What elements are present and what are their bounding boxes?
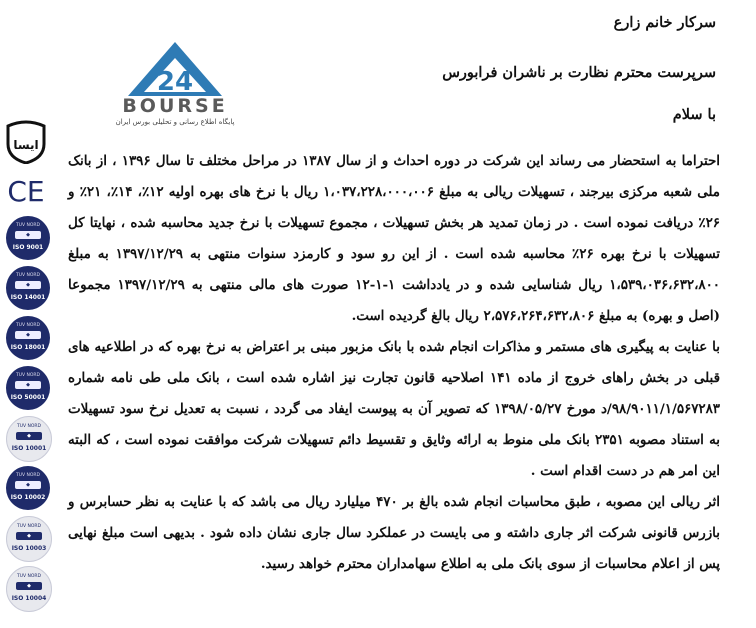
iso-10002-badge: TUV NORD ◆ ISO 10002 <box>6 466 50 510</box>
iso-10004-badge: TUV NORD ◆ ISO 10004 <box>6 566 52 612</box>
iso-10003-badge: TUV NORD ◆ ISO 10003 <box>6 516 52 562</box>
iso-9001-badge: TUV NORD ◆ ISO 9001 <box>6 216 50 260</box>
isiri-standard-mark <box>4 120 48 168</box>
logo-triangle-icon <box>100 40 250 100</box>
certification-column <box>4 118 52 628</box>
recipient-title: سرپرست محترم نظارت بر ناشران فرابورس <box>442 64 716 81</box>
paragraph-bank-negotiation: با عنایت به پیگیری های مستمر و مذاکرات انجام شده با بانک مزبور مبنی بر اعتراض به نرخ بهره که در اطلاعیه های قبلی در بخش راهای خروج از ماده ۱۴۱ اصلاحیه قانون تجارت نیز اشاره شده است ، بانک ملی طی نامه شماره ۹۸/۹۰۱۱/۱/۵۶۷۲۸۳/د مورخ ۱۳۹۸/۰۵/۲۷ که تصویر آن به پیوست ایفاد می گردد ، نسبت به تعدیل نرخ سود تسهیلات به استناد مصوبه ۲۳۵۱ بانک ملی منوط به ارائه وثایق و تقسیط دائم تسهیلات شرکت موافقت نموده است ، که البته این امر هم در دست اقدام است . <box>68 339 720 479</box>
ce-text: CE <box>7 175 45 208</box>
ce-mark <box>4 172 48 212</box>
ce-icon <box>4 172 48 208</box>
letter-body <box>68 146 720 580</box>
logo-number: 24 <box>156 67 194 97</box>
paragraph-loan-history: احتراما به استحضار می رساند این شرکت در دوره احداث و از سال ۱۳۸۷ در مراحل مختلف تا سال ۱۳۹۶ ، از بانک ملی شعبه مرکزی بیرجند ، تسهیلات ریالی به مبلغ ۱،۰۳۷،۲۲۸،۰۰۰،۰۰۶ ریال با نرخ های بهره اولیه ۱۲٪، ۱۴٪، ۲۱٪ و ۲۶٪ دریافت نموده است . در زمان تمدید هر بخش تسهیلات ، مجموع تسهیلات با نرخ جدید محاسبه شده ، نهایتا کل تسهیلات با نرخ بهره ۲۶٪ محاسبه شده است . از این رو سود و کارمزد سنوات منتهی به ۱۳۹۷/۱۲/۲۹ به مبلغ ۱،۵۳۹،۰۳۶،۶۳۲،۸۰۰ ریال شناسایی شده و در یادداشت ۱-۱-۱۲ صورت های مالی منتهی به ۱۳۹۷/۱۲/۲۹ مجموعا (اصل و بهره) به مبلغ ۲،۵۷۶،۲۶۴،۶۳۲،۸۰۶ ریال بالغ گردیده است. <box>68 153 721 324</box>
logo-word: BOURSE <box>122 95 228 117</box>
recipient-name: سرکار خانم زارع <box>613 14 716 31</box>
iso-10001-badge: TUV NORD ◆ ISO 10001 <box>6 416 52 462</box>
iso-18001-badge: TUV NORD ◆ ISO 18001 <box>6 316 50 360</box>
greeting: با سلام <box>672 106 716 123</box>
iso-50001-badge: TUV NORD ◆ ISO 50001 <box>6 366 50 410</box>
standard-mark-text: ایسا <box>13 138 39 152</box>
paragraph-financial-effect: اثر ریالی این مصوبه ، طبق محاسبات انجام شده بالغ بر ۴۷۰ میلیارد ریال می باشد که با عنایت به نظر حسابرس و بازرس قانونی شرکت اثر جاری داشته و می بایست در عملکرد سال جاری نشان داده شود . بدیهی است مبلغ نهایی پس از اعلام محاسبات از سوی بانک ملی به اطلاع سهامداران محترم خواهد رسید. <box>68 494 721 572</box>
standard-shield-icon <box>4 120 48 164</box>
bourse24-logo <box>100 40 250 132</box>
iso-14001-badge: TUV NORD ◆ ISO 14001 <box>6 266 50 310</box>
logo-caption: پایگاه اطلاع رسانی و تحلیلی بورس ایران <box>115 118 235 126</box>
